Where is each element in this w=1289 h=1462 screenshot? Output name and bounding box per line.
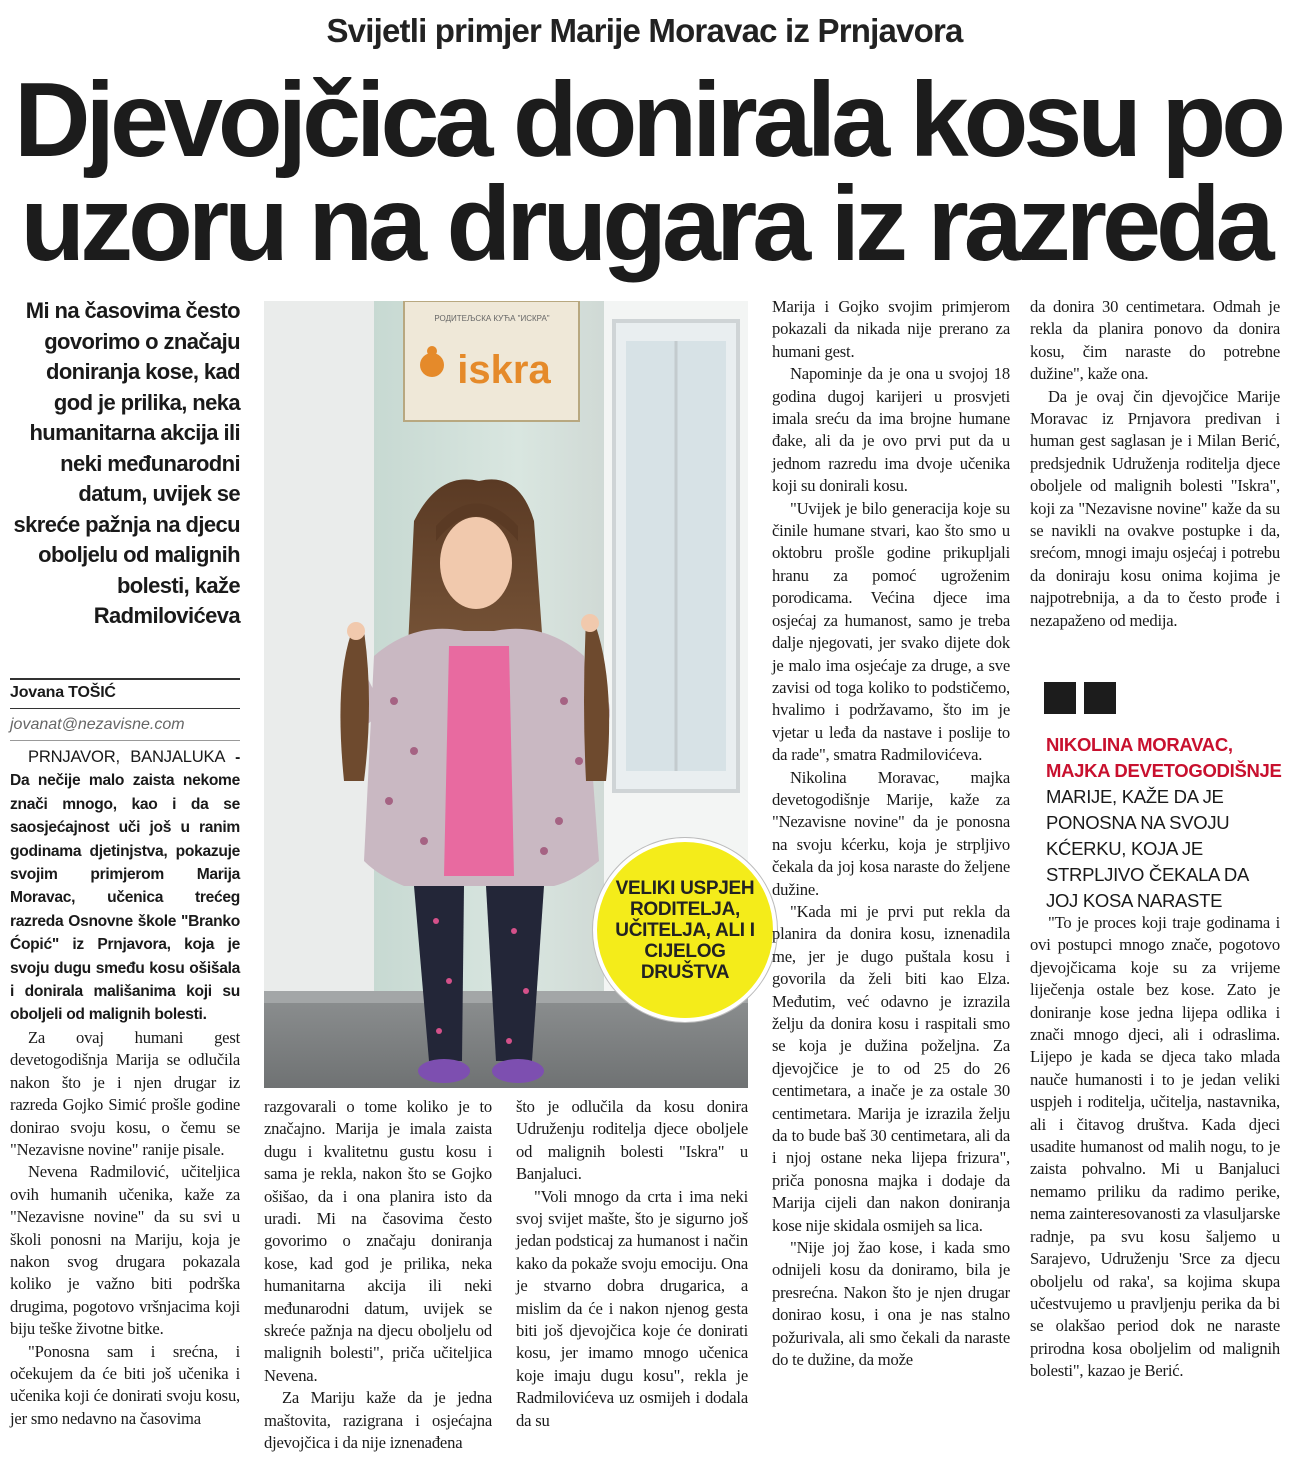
sign-logo: iskra [457, 348, 551, 392]
paragraph: da donira 30 centimetara. Odmah je rekla da planira ponovo da donira kosu, čim naraste do potrebne dužine", kaže ona. [1030, 297, 1280, 384]
paragraph [10, 746, 240, 1027]
column-3 [516, 1096, 748, 1432]
column-4 [772, 296, 1010, 1372]
kicker: Svijetli primjer Marije Moravac iz Prnjavora [326, 12, 963, 49]
divider [10, 740, 240, 741]
author-email[interactable]: jovanat@nezavisne.com [10, 716, 185, 733]
paragraph: "Kada mi je prvi put rekla da planira da donira kosu, iznenadila me, jer je dugo puštala kosu i govorila da želi biti kao Elza. Međutim, već odavno je izrazila želju da donira kosu i raspitali smo se koja je dužina poželjna. Za djevojčice je to od 25 do 26 centimetara, a inače je za ostale 30 centimetara. Marija je izrazila želju da to bude baš 30 centimetara, ali da i njoj ostane neka lijepa frizura", priča ponosna majka i dodaje da Marija cijeli dan nakon doniranja kose nije skidala osmijeh sa lica. [772, 901, 1010, 1235]
paragraph: Da je ovaj čin djevojčice Marije Moravac iz Prnjavora predivan i human gest saglasan je i Milan Berić, predsjednik Udruženja roditelja djece oboljele od malignih bolesti "Iskra", koji za "Nezavisne novine" kaže da su se navikli na ovakve postupke i da, srećom, mnogi imaju osjećaj i potrebu da doniraju kosu onima kojima je najpotrebnija, a da to često prođe i nezapaženo od medija. [1030, 386, 1280, 630]
sign-caption: РОДИТЕЉСКА КУЋА "ИСКРА" [434, 314, 550, 323]
column-5-top [1030, 296, 1280, 632]
paragraph: razgovarali o tome koliko je to značajno. Marija je imala zaista dugu i kvalitetnu gustu kosu i sama je rekla, nakon što se Gojko ošišao, da i ona planira isto da uradi. Mi na časovima često govorimo o značaju doniranja kose, kad god je prilika, neka humanitarna akcija ili neki međunarodni datum, uvijek se skreće pažnja na djecu oboljelu od malignih bolesti", priča učiteljica Nevena. [264, 1097, 492, 1385]
column-2 [264, 1096, 492, 1455]
headline-line-1: Djevojčica donirala kosu po [14, 61, 1281, 179]
paragraph: Nevena Radmilović, učiteljica ovih humanih učenika, kaže za "Nezavisne novine" da su svi u školi ponosni na Mariju, koja je nakon svog drugara pokazala koliko je važno biti podrška drugima, pogotovo vršnjacima koji biju teške životne bitke. [10, 1162, 240, 1339]
pullquote-red-line: NIKOLINA MORAVAC, [1046, 734, 1233, 755]
square-icon [1044, 682, 1076, 714]
paragraph: Za Mariju kaže da je jedna maštovita, razigrana i osjećajna djevojčica i da nije iznenađena [264, 1388, 492, 1453]
column-1 [10, 746, 240, 1430]
lead-text: Mi na časovima često govorimo o značaju doniranja kose, kad god je prilika, neka humanitarna akcija ili neki međunarodni datum, uvijek se skreće pažnja na djecu oboljelu od malignih bolesti, kaže Radmilovićeva [13, 298, 240, 628]
paragraph: "Nije joj žao kose, i kada smo odnijeli kosu da doniramo, bila je presrećna. Nakon što je njen drugar donirao kosu, i ona je nas stalno požurivala, ali smo čekali da naraste do te dužine, da može [772, 1238, 1010, 1370]
highlight-badge [593, 838, 777, 1022]
headline [14, 61, 1281, 283]
paragraph: Marija i Gojko svojim primjerom pokazali da nikada nije prerano za humani gest. [772, 297, 1010, 361]
paragraph: Nikolina Moravac, majka devetogodišnje Marije, kaže za "Nezavisne novine" da je ponosna na svoju kćerku, koja je strpljivo čekala da joj kosa naraste do željene dužine. [772, 767, 1010, 899]
paragraph: "Uvijek je bilo generacija koje su činile humane stvari, kao što smo u oktobru prošle godine prikupljali hranu za pomoć ugroženim porodicama. Većina djece ima osjećaj za humanost, samo je treba dalje njegovati, jer svako dijete dok je malo ima osjećaje za druge, a sve zavisi od toga koliko to podstičemo, hvalimo i podržavamo, što im je vjetar u leđa da nastave i poslije to da rade", smatra Radmilovićeva. [772, 498, 1010, 765]
pullquote-text: MARIJE, KAŽE DA JE PONOSNA NA SVOJU KĆERKU, KOJA JE STRPLJIVO ČEKALA DA JOJ KOSA NARASTE [1046, 786, 1248, 911]
intro-paragraph: - Da nečije malo zaista nekome znači mnogo, kao i da se saosjećajnost uči još u ranim godinama djetinjstva, pokazuje svojim primjerom Marija Moravac, učenica trećeg razreda Osnovne škole "Branko Ćopić" iz Prnjavora, koja je svoju dugu smeđu kosu ošišala i donirala mališanima koji su oboljeli od malignih bolesti. [10, 749, 240, 1024]
paragraph: Za ovaj humani gest devetogodišnja Marija se odlučila nakon što je i njen drugar iz razreda Gojko Simić prošle godine donirao svoju kosu, o čemu se "Nezavisne novine" ranije pisale. [10, 1027, 240, 1159]
paragraph: "To je proces koji traje godinama i ovi postupci mnogo znače, pogotovo djevojčicama koje su za vrijeme liječenja ostale bez kose. Zato je doniranje kose jedna lijepa odlika i znači mnogo djeci, ali i odraslima. Lijepo je kada se djeca tako mlada nauče humanosti i to je jedan veliki uspjeh i roditelja, učitelja, nastavnika, ali i čitavog društva. Kada djeci usadite humanost od malih nogu, to je zaista pohvalno. Mi u Banjaluci nemamo priliku da radimo perike, nema zainteresovanosti za vlasuljarske radnje, pa svu kosu šaljemo u Sarajevo, Udruženju 'Srce za djecu oboljelu od raka', sa kojima skupa učestvujemo u pravljenju perika da bi se olakšao period dok ne naraste prirodna kosa oboljelim od malignih bolesti", kazao je Berić. [1030, 913, 1280, 1381]
paragraph: "Ponosna sam i srećna, i očekujem da će biti još učenika i učenika koji će donirati svoju kosu, jer smo nedavno na časovima [10, 1341, 240, 1428]
badge-text: VELIKI USPJEH RODITELJA, UČITELJA, ALI I CIJELOG DRUŠTVA [615, 877, 755, 983]
byline: Jovana TOŠIĆ [10, 684, 116, 701]
pullquote-red-line: MAJKA DEVETOGODIŠNJE [1046, 760, 1282, 781]
column-5-bottom [1030, 912, 1280, 1383]
pullquote-red [1046, 732, 1282, 784]
dateline: PRNJAVOR, BANJALUKA [28, 747, 226, 766]
paragraph: "Voli mnogo da crta i ima neki svoj svijet mašte, što je sigurno još jedan podsticaj za humanost i način kako da pokaže svoju emociju. Ona je stvarno dobra drugarica, a mislim da će i nakon njenog gesta biti još djevojčica koje će donirati kosu, jer imamo mnogo učenica koje imaju dugu kosu", rekla je Radmilovićeva uz osmijeh i dodala da su [516, 1186, 748, 1430]
paragraph: Napominje da je ona u svojoj 18 godina dugoj karijeri u prosvjeti imala sreću da ima brojne humane đake, ali da je ovo prvi put da u jednom razredu ima dvoje učenika koji su donirali kosu. [772, 364, 1010, 496]
paragraph: što je odlučila da kosu donira Udruženju roditelja djece oboljele od malignih bolesti "Iskra" u Banjaluci. [516, 1097, 748, 1184]
divider [10, 678, 240, 680]
square-icon [1084, 682, 1116, 714]
headline-line-2: uzoru na drugara iz razreda [20, 165, 1270, 283]
divider [10, 708, 240, 709]
